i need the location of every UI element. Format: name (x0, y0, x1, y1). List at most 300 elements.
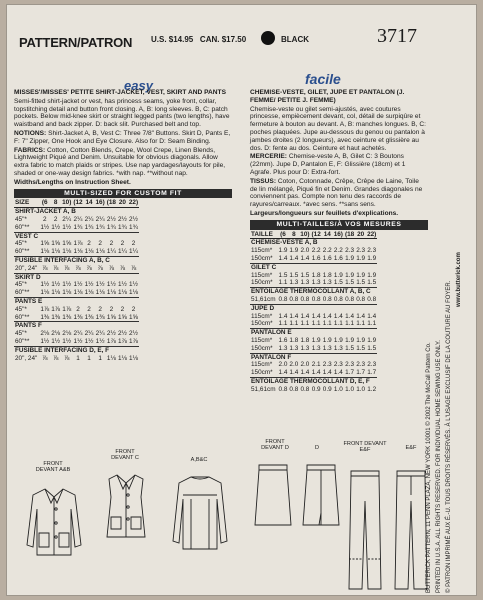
table-cell: 0.8 (356, 295, 366, 303)
table-cell: 1⅛ (40, 248, 50, 256)
table-cell: 1½ (51, 223, 61, 231)
color-dot-icon (261, 31, 275, 45)
table-cell: 1.1 (311, 320, 321, 328)
table-cell: 1.6 (333, 254, 343, 262)
table-cell: 1⅛ (84, 289, 94, 297)
table-cell: 2 (42, 215, 47, 223)
table-cell: ⅞ (42, 264, 48, 272)
table-cell: 1 (87, 354, 91, 362)
table-row (14, 224, 139, 232)
table-cell: 2.0 (278, 361, 288, 369)
table-cell: 1.4 (300, 312, 310, 320)
section-title: VEST C (14, 232, 139, 240)
table-cell: 1⅞ (40, 305, 50, 313)
table-cell: 1.9 (345, 336, 354, 344)
french-column (250, 89, 428, 393)
english-title: MISSES'/MISSES' PETITE SHIRT-JACKET, VEST, SKIRT AND PANTS (14, 89, 226, 96)
section-title: FUSIBLE INTERFACING A, B, C (14, 256, 139, 264)
row-label: 150cm* (251, 279, 273, 287)
table-cell: 2.0 (300, 361, 310, 369)
row-label: 150cm* (251, 320, 273, 328)
table-cell: 1⅜ (40, 313, 50, 321)
table-row (14, 216, 139, 224)
table-cell: 1⅛ (106, 289, 116, 297)
table-cell: 1.3 (322, 279, 332, 287)
level-easy: easy (124, 78, 153, 93)
size-column-header: (18 (106, 199, 116, 207)
table-cell: 2½ (117, 330, 127, 338)
table-cell: 1¼ (117, 248, 127, 256)
table-cell: 1⅞ (73, 240, 83, 248)
size-column-header: 16) (95, 199, 105, 207)
drawing-caption-d-front: FRONT DEVANT D (261, 439, 289, 452)
table-cell: 2.3 (345, 247, 354, 255)
table-cell: 1½ (62, 223, 72, 231)
table-cell: ⅞ (52, 354, 59, 362)
table-cell: 1⅛ (51, 289, 61, 297)
row-label: 150cm* (251, 254, 273, 262)
table-row (250, 313, 377, 321)
table-row (14, 330, 139, 338)
french-fabrics (250, 178, 428, 209)
table-cell: 1¼ (106, 248, 116, 256)
side-line-1: BUTTERICK PATTERN, 11 PENN PLAZA, NEW YORK 10001 © 2002 The McCall Pattern Co. (426, 342, 432, 593)
table-cell: 1.0 (345, 385, 354, 393)
table-cell: 1.9 (356, 336, 366, 344)
french-notions (250, 153, 428, 176)
notions-text: Shirt-Jacket A, B, Vest C: Three 7/8" Buttons. Skirt D, Pants E, F: 7" Zipper, One Hook and Eye Closure. Also for D: Seam Binding. (14, 129, 231, 145)
table-cell: 1⅞ (51, 305, 61, 313)
table-cell: 2.3 (367, 361, 377, 369)
table-row (14, 355, 139, 363)
table-cell: 0.8 (278, 295, 288, 303)
drawing-caption-abc: A,B&C (190, 457, 208, 463)
fabrics-text: Cotton, Cotton Blends, Crepe, Wool Crepe, Linen Blends, Lightweight Piqué and Denim. Unsuitable for obvious diagonals. Allow extra fabric to match plaids or stripes. Use nap yardages/layouts for pile, shaded or one-way design fabrics. *with nap. **without nap. (14, 146, 226, 177)
table-cell: 1½ (129, 281, 138, 289)
table-section-row (14, 322, 139, 330)
table-cell: 1.1 (300, 320, 310, 328)
table-cell: 2⅛ (62, 330, 72, 338)
skirt-front-d-drawing (251, 461, 295, 529)
table-cell: 1⅞ (117, 337, 127, 345)
table-cell: 1.8 (289, 336, 299, 344)
table-row (250, 361, 377, 369)
header (7, 5, 476, 75)
table-cell: 1⅞ (106, 337, 116, 345)
table-section-row (14, 256, 139, 264)
table-cell: ⅞ (86, 264, 92, 272)
table-cell: 1.9 (367, 271, 377, 279)
table-cell: 1.4 (322, 312, 332, 320)
table-cell: 1.6 (278, 336, 288, 344)
table-cell: 0.8 (289, 295, 299, 303)
table-cell: 1.6 (322, 254, 332, 262)
table-cell: 1.4 (345, 312, 354, 320)
table-cell: 1⅞ (129, 337, 138, 345)
size-column-header: (18 (344, 230, 355, 238)
table-cell: 1.9 (311, 336, 321, 344)
table-cell: 2.3 (356, 247, 366, 255)
row-label: 60"** (15, 337, 30, 345)
table-cell: 1.4 (300, 369, 310, 377)
table-cell: 2¼ (73, 215, 83, 223)
english-notions (14, 130, 232, 146)
table-cell: 1.4 (367, 312, 377, 320)
table-cell: ⅞ (64, 354, 70, 362)
table-cell: 1⅜ (95, 313, 105, 321)
table-cell: 2 (76, 305, 80, 313)
table-cell: 2 (98, 305, 102, 313)
table-cell: 1.8 (311, 271, 321, 279)
table-cell: 1½ (62, 281, 72, 289)
table-cell: 1.5 (333, 279, 343, 287)
table-cell: 1½ (84, 281, 94, 289)
french-widths: Largeurs/longueurs sur feuillets d'explications. (250, 209, 399, 217)
size-column-header: 22) (128, 199, 139, 207)
english-column (14, 89, 232, 362)
table-cell: 1.4 (356, 312, 366, 320)
drawing-caption-ef-back: E&F (405, 445, 417, 451)
table-cell: 1.4 (322, 369, 332, 377)
table-cell: 2 (87, 240, 91, 248)
table-cell: 1.1 (289, 320, 299, 328)
row-label: 115cm* (251, 336, 273, 344)
table-row (250, 386, 377, 394)
table-cell: 1⅝ (40, 240, 50, 248)
table-row (14, 338, 139, 346)
table-cell: ⅞ (52, 264, 59, 272)
table-cell: 1.9 (322, 336, 332, 344)
table-cell: 2.3 (333, 361, 343, 369)
table-section-row (250, 304, 377, 312)
size-header-row (14, 199, 139, 207)
table-cell: 1.4 (333, 369, 343, 377)
table-cell: 1½ (95, 337, 105, 345)
table-section-row (14, 297, 139, 305)
table-cell: 0.9 (322, 385, 332, 393)
french-title: CHEMISE-VESTE, GILET, JUPE ET PANTALON (J. FEMME/ PETITE J. FEMME) (250, 89, 405, 104)
pattern-envelope-back (6, 4, 477, 596)
table-row (250, 279, 377, 287)
brand-label: PATTERN/PATRON (19, 35, 133, 50)
table-cell: ⅞ (119, 264, 126, 272)
table-row (14, 265, 139, 273)
table-cell: ⅞ (108, 264, 115, 272)
english-size-bar: MULTI-SIZED FOR CUSTOM FIT (14, 189, 232, 199)
pattern-number: 3717 (377, 25, 417, 47)
table-cell: 1⅛ (117, 289, 127, 297)
table-cell: 2.2 (322, 247, 332, 255)
drawing-caption-d-back: D (314, 445, 320, 451)
table-row (250, 369, 377, 377)
row-label: 150cm* (251, 344, 273, 352)
table-cell: 1.4 (278, 369, 288, 377)
website-label: www.butterick.com (456, 252, 462, 307)
table-cell: 2¼ (95, 215, 105, 223)
size-column-header: (6 (39, 199, 50, 207)
table-cell: 1.5 (367, 344, 377, 352)
drawing-caption-c: FRONT DEVANT C (111, 449, 139, 462)
row-label: 60"** (15, 248, 30, 256)
table-cell: ⅞ (97, 264, 103, 272)
table-cell: 1.9 (333, 336, 343, 344)
table-cell: 1½ (73, 281, 83, 289)
table-cell: 2½ (106, 330, 116, 338)
table-cell: 2 (98, 240, 102, 248)
table-cell: 0.9 (311, 385, 321, 393)
price-can: CAN. $17.50 (199, 35, 247, 44)
table-cell: 1.9 (356, 254, 366, 262)
table-cell: 2 (109, 305, 114, 313)
row-label: 150cm* (251, 369, 273, 377)
tissus-text: Coton, Cotonnade, Crêpe, Crêpe de Laine, Toile de lin mélangé, Piqué fin et Denim. Grandes diagonales ne conviennent pas. Compte non tenu des raccords de rayures/carreaux. *avec sens. **sans sens. (250, 177, 423, 209)
table-cell: 1⅝ (51, 240, 61, 248)
section-title: PANTS F (14, 322, 139, 330)
table-cell: 1⅜ (84, 313, 94, 321)
table-cell: 1⅛ (106, 354, 116, 362)
table-cell: 2.0 (289, 361, 299, 369)
table-cell: 1 (76, 354, 80, 362)
row-label: 45"* (15, 330, 27, 338)
size-column-header: 14 (323, 230, 331, 238)
table-cell: 1⅛ (73, 289, 83, 297)
row-label: 60"** (15, 223, 30, 231)
section-title: SKIRT D (14, 273, 139, 281)
table-cell: 1⅜ (73, 313, 83, 321)
section-title: JUPE D (250, 304, 377, 312)
size-header-row (250, 231, 377, 239)
english-description: Semi-fitted shirt-jacket or vest, has princess seams, yoke front, collar, topstitching detail and button front closing. A, B: long sleeves. B, C: patch pockets. Below mid-knee skirt or straight legged pants (two lengths), have waistband and back zipper. D: back slit. Purchased belt and top. (14, 97, 230, 129)
row-label: 45"* (15, 215, 27, 223)
table-cell: 1½ (51, 337, 61, 345)
table-cell: 1.3 (333, 344, 343, 352)
size-column-header: (12 (73, 199, 83, 207)
table-cell: 2.0 (300, 247, 310, 255)
price (151, 35, 246, 44)
table-cell: 1.5 (345, 279, 354, 287)
table-cell: 1¾ (73, 223, 83, 231)
table-cell: 1⅛ (129, 354, 138, 362)
table-row (14, 281, 139, 289)
table-cell: 1.1 (367, 320, 377, 328)
table-row (14, 248, 139, 256)
table-cell: 1.5 (289, 271, 299, 279)
table-cell: 1.4 (311, 369, 321, 377)
table-cell: 2¼ (95, 330, 105, 338)
table-cell: 1.0 (356, 385, 366, 393)
table-cell: ⅞ (64, 264, 70, 272)
table-cell: 1.5 (278, 271, 288, 279)
size-label: SIZE (14, 199, 39, 207)
table-cell: 1½ (40, 223, 50, 231)
table-cell: 1.4 (289, 254, 299, 262)
table-cell: 1.0 (333, 385, 343, 393)
section-title: SHIRT-JACKET A, B (14, 208, 139, 216)
french-description: Chemise-veste ou gilet semi-ajustés, avec coutures princesse, empiècement devant, col, détail de surpiqûre et fermeture à bouton au devant. A, B: manches longues. B, C: poches plaquées. Jupe au-dessous du genou ou pantalon à jambes droites (2 longueurs), avec ceinture et glissière au dos. D: fente au dos. Ceinture et haut achetés. (250, 105, 426, 152)
table-section-row (14, 208, 139, 216)
drawing-caption-ab: FRONT DEVANT A&B (35, 461, 71, 474)
table-cell: ⅞ (42, 354, 48, 362)
table-cell: 1⅛ (117, 354, 127, 362)
mercerie-label: MERCERIE: (250, 153, 287, 161)
table-cell: 1.1 (345, 320, 354, 328)
table-cell: 1.8 (322, 271, 332, 279)
table-cell: 2½ (129, 215, 138, 223)
table-cell: 2 (109, 240, 114, 248)
table-cell: 1.2 (367, 385, 377, 393)
table-row (250, 337, 377, 345)
technical-drawings (17, 439, 457, 595)
table-cell: 1¾ (95, 223, 105, 231)
table-cell: 1½ (51, 281, 61, 289)
table-cell: 2.3 (345, 361, 354, 369)
table-cell: 1½ (84, 337, 94, 345)
table-cell: 1.7 (356, 369, 366, 377)
table-cell: 2.1 (311, 361, 321, 369)
table-cell: 1⅛ (95, 289, 105, 297)
table-cell: 1½ (106, 281, 116, 289)
table-row (14, 240, 139, 248)
pants-back-ef-drawing (389, 467, 433, 595)
row-label: 115cm* (251, 247, 273, 255)
table-cell: 1⅛ (129, 289, 138, 297)
table-cell: 1.9 (345, 271, 354, 279)
table-cell: 1.9 (289, 247, 299, 255)
table-cell: 1.7 (345, 369, 354, 377)
table-cell: 0.8 (367, 295, 377, 303)
row-label: 45"* (15, 281, 27, 289)
table-cell: 1.3 (311, 344, 321, 352)
mercerie-text: Chemise-veste A, B, Gilet C: 3 Boutons (22mm). Jupe D, Pantalon E, F: Glissière (18cm) et 1 Agrafe. Plus pour D: Extra-fort. (250, 153, 406, 176)
table-cell: 1.3 (300, 344, 310, 352)
table-cell: 1¾ (106, 223, 116, 231)
drawing-caption-ef-front: FRONT DEVANT E&F (343, 441, 387, 454)
table-cell: 0.8 (345, 295, 354, 303)
table-cell: 1.9 (367, 254, 377, 262)
table-cell: 1⅝ (129, 313, 138, 321)
section-title: FUSIBLE INTERFACING D, E, F (14, 346, 139, 354)
table-section-row (250, 239, 377, 247)
table-cell: 1.6 (311, 254, 321, 262)
table-cell: 2 (53, 215, 58, 223)
table-cell: 1.9 (278, 247, 288, 255)
table-cell: 1.3 (289, 279, 299, 287)
table-cell: 1.5 (367, 279, 377, 287)
table-cell: 1.4 (278, 312, 288, 320)
size-column-header: 22) (367, 230, 377, 238)
table-cell: 1.4 (289, 312, 299, 320)
table-cell: 1⅞ (62, 305, 72, 313)
section-title: ENTOILAGE THERMOCOLLANT A, B, C (250, 288, 377, 296)
jacket-front-ab-drawing (23, 485, 85, 593)
row-label: 115cm* (251, 361, 273, 369)
table-cell: 1⅛ (62, 289, 72, 297)
table-cell: 1.4 (278, 254, 288, 262)
table-cell: 1.5 (300, 271, 310, 279)
table-cell: 1⅛ (40, 289, 50, 297)
table-cell: 0.8 (300, 385, 310, 393)
table-cell: 2 (131, 240, 136, 248)
table-cell: 2½ (129, 330, 138, 338)
row-label: 51,61cm (251, 295, 276, 303)
table-cell: 1½ (95, 281, 105, 289)
table-row (250, 345, 377, 353)
table-cell: 1⅜ (51, 313, 61, 321)
table-cell: 1.3 (278, 344, 288, 352)
table-cell: 1½ (62, 337, 72, 345)
color-label: BLACK (281, 35, 309, 44)
row-label: 60"** (15, 289, 30, 297)
table-cell: 1¾ (84, 223, 94, 231)
size-column-header: 8 (50, 199, 61, 207)
row-label: 60"** (15, 313, 30, 321)
table-cell: 2.2 (333, 247, 343, 255)
table-cell: 0.8 (311, 295, 321, 303)
table-cell: 0.8 (333, 295, 343, 303)
side-line-2: PRINTED IN U.S.A. ALL RIGHTS RESERVED. FOR INDIVIDUAL HOME SEWING USE ONLY. (436, 340, 442, 593)
row-label: 51,61cm (251, 385, 276, 393)
table-cell: 2½ (117, 215, 127, 223)
table-cell: 2¼ (84, 215, 94, 223)
table-cell: 1.1 (278, 279, 288, 287)
table-cell: 1.9 (345, 254, 354, 262)
table-section-row (250, 377, 377, 385)
table-cell: 1.8 (300, 336, 310, 344)
size-column-header: 20 (118, 199, 126, 207)
section-title: GILET C (250, 263, 377, 271)
skirt-back-d-drawing (299, 461, 343, 529)
row-label: 45"* (15, 240, 27, 248)
table-cell: 1.3 (289, 344, 299, 352)
section-title: ENTOILAGE THERMOCOLLANT D, E, F (250, 377, 377, 385)
size-column-header: (6 (278, 231, 289, 239)
pants-front-ef-drawing (343, 467, 387, 595)
table-cell: 1.9 (333, 271, 343, 279)
size-column-header: 20 (357, 230, 365, 238)
table-cell: 2¼ (73, 330, 83, 338)
table-cell: 1.4 (300, 254, 310, 262)
row-label: 20", 24" (15, 264, 38, 272)
table-cell: 1.1 (356, 320, 366, 328)
table-cell: 1.4 (311, 312, 321, 320)
section-title: CHEMISE-VESTE A, B (250, 239, 377, 247)
table-cell: 1¼ (129, 248, 138, 256)
french-size-table (250, 231, 377, 394)
size-label: TAILLE (250, 231, 278, 239)
table-section-row (250, 329, 377, 337)
table-cell: 2⅛ (40, 330, 50, 338)
table-section-row (250, 288, 377, 296)
table-cell: 1⅝ (117, 313, 127, 321)
table-cell: 1.1 (322, 320, 332, 328)
table-cell: 1½ (40, 281, 50, 289)
english-fabrics (14, 147, 232, 178)
table-cell: 0.8 (300, 295, 310, 303)
table-cell: 1⅛ (95, 248, 105, 256)
table-row (250, 247, 377, 255)
table-section-row (14, 232, 139, 240)
table-cell: 2 (120, 305, 125, 313)
row-label: 115cm* (251, 271, 273, 279)
table-cell: 1⅛ (73, 248, 83, 256)
size-column-header: 8 (288, 231, 299, 239)
size-column-header: 10) (62, 199, 72, 207)
table-row (250, 296, 377, 304)
table-cell: 2⅛ (51, 330, 61, 338)
jacket-back-drawing (167, 471, 233, 563)
table-cell: 1⅛ (62, 248, 72, 256)
size-column-header: (12 (311, 230, 321, 238)
